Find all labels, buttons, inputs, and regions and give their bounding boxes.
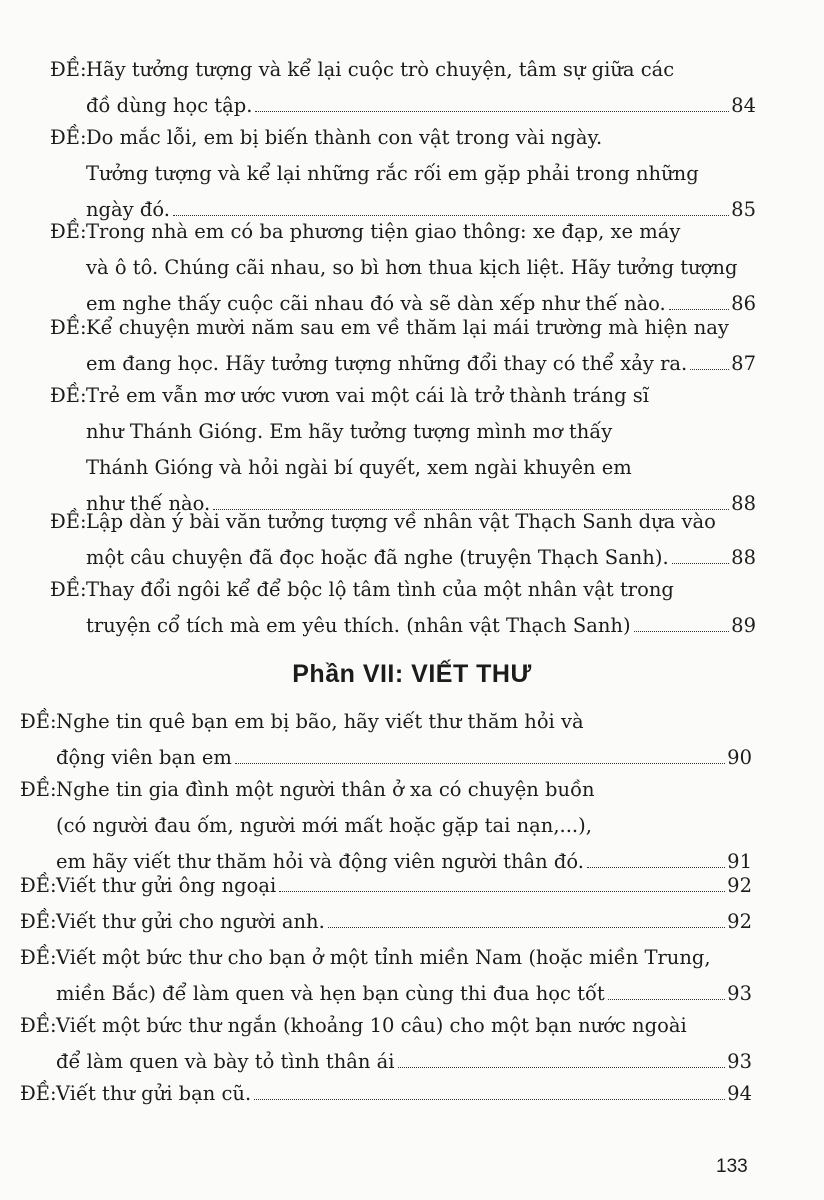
entry-prefix: ĐỀ: bbox=[20, 946, 57, 969]
entry-text: như Thánh Gióng. Em hãy tưởng tượng mình mơ thấy bbox=[86, 420, 613, 443]
entry-line bbox=[20, 976, 752, 1012]
entry-page-number: 89 bbox=[731, 614, 756, 637]
entry-text: em nghe thấy cuộc cãi nhau đó và sẽ dàn xếp như thế nào. bbox=[86, 292, 666, 315]
entry-text: Lập dàn ý bài văn tưởng tượng về nhân vật Thạch Sanh dựa vào bbox=[86, 510, 716, 533]
entry-page-number: 93 bbox=[727, 1050, 752, 1073]
entry-page-number: 88 bbox=[731, 492, 756, 515]
entry-text: em đang học. Hãy tưởng tượng những đổi thay có thể xảy ra. bbox=[86, 352, 688, 375]
entry-line bbox=[50, 214, 756, 250]
entry-page-number: 90 bbox=[727, 746, 752, 769]
entry-line bbox=[50, 52, 756, 88]
dot-leader bbox=[235, 763, 725, 764]
dot-leader bbox=[690, 369, 729, 370]
dot-leader bbox=[328, 927, 725, 928]
dot-leader bbox=[608, 999, 725, 1000]
entry-prefix: ĐỀ: bbox=[50, 126, 87, 149]
entry-prefix: ĐỀ: bbox=[50, 384, 87, 407]
entry-text: để làm quen và bày tỏ tình thân ái bbox=[56, 1050, 395, 1073]
toc-entry bbox=[50, 504, 756, 576]
toc-entry bbox=[50, 52, 756, 124]
entry-page-number: 87 bbox=[731, 352, 756, 375]
entry-page-number: 85 bbox=[731, 198, 756, 221]
entry-line bbox=[50, 378, 756, 414]
entry-text: Viết một bức thư ngắn (khoảng 10 câu) cho một bạn nước ngoài bbox=[56, 1014, 687, 1037]
entry-page-number: 91 bbox=[727, 850, 752, 873]
entry-text: Nghe tin gia đình một người thân ở xa có chuyện buồn bbox=[56, 778, 595, 801]
toc-entry bbox=[50, 120, 756, 228]
entry-line bbox=[20, 940, 752, 976]
entry-text: Hãy tưởng tượng và kể lại cuộc trò chuyện, tâm sự giữa các bbox=[86, 58, 675, 81]
toc-entry bbox=[20, 904, 752, 940]
toc-entry bbox=[20, 868, 752, 904]
entry-text: và ô tô. Chúng cãi nhau, so bì hơn thua kịch liệt. Hãy tưởng tượng bbox=[86, 256, 738, 279]
toc-entry bbox=[50, 378, 756, 522]
entry-line bbox=[20, 740, 752, 776]
entry-text: miền Bắc) để làm quen và hẹn bạn cùng thi đua học tốt bbox=[56, 982, 605, 1005]
toc-entry bbox=[50, 310, 756, 382]
toc-entry bbox=[50, 572, 756, 644]
entry-text: ngày đó. bbox=[86, 198, 170, 221]
entry-text: Viết một bức thư cho bạn ở một tỉnh miền Nam (hoặc miền Trung, bbox=[56, 946, 711, 969]
entry-text: Trong nhà em có ba phương tiện giao thông: xe đạp, xe máy bbox=[86, 220, 681, 243]
entry-page-number: 84 bbox=[731, 94, 756, 117]
dot-leader bbox=[634, 631, 730, 632]
entry-line bbox=[50, 450, 756, 486]
dot-leader bbox=[254, 1099, 725, 1100]
entry-line bbox=[20, 1076, 752, 1112]
entry-text: Trẻ em vẫn mơ ước vươn vai một cái là trở thành tráng sĩ bbox=[86, 384, 650, 407]
entry-prefix: ĐỀ: bbox=[20, 710, 57, 733]
section-title: Phần VII: VIẾT THƯ bbox=[292, 660, 532, 688]
toc-entry bbox=[20, 1008, 752, 1080]
entry-line bbox=[50, 572, 756, 608]
entry-page-number: 94 bbox=[727, 1082, 752, 1105]
dot-leader bbox=[398, 1067, 726, 1068]
entry-prefix: ĐỀ: bbox=[20, 910, 57, 933]
toc-entry bbox=[20, 1076, 752, 1112]
entry-line bbox=[50, 608, 756, 644]
entry-line bbox=[20, 704, 752, 740]
toc-entry bbox=[20, 940, 752, 1012]
entry-prefix: ĐỀ: bbox=[50, 510, 87, 533]
entry-text: truyện cổ tích mà em yêu thích. (nhân vật Thạch Sanh) bbox=[86, 614, 631, 637]
entry-prefix: ĐỀ: bbox=[50, 220, 87, 243]
entry-prefix: ĐỀ: bbox=[50, 316, 87, 339]
entry-text: động viên bạn em bbox=[56, 746, 232, 769]
entry-line bbox=[20, 1008, 752, 1044]
entry-text: Viết thư gửi ông ngoại bbox=[56, 874, 277, 897]
entry-text: một câu chuyện đã đọc hoặc đã nghe (truyện Thạch Sanh). bbox=[86, 546, 669, 569]
entry-prefix: ĐỀ: bbox=[20, 778, 57, 801]
entry-line bbox=[20, 904, 752, 940]
entry-text: Viết thư gửi cho người anh. bbox=[56, 910, 325, 933]
entry-line bbox=[50, 88, 756, 124]
entry-text: Thay đổi ngôi kể để bộc lộ tâm tình của một nhân vật trong bbox=[86, 578, 674, 601]
entry-line bbox=[20, 808, 752, 844]
entry-text: Tưởng tượng và kể lại những rắc rối em gặp phải trong những bbox=[86, 162, 699, 185]
entry-line bbox=[50, 504, 756, 540]
entry-page-number: 92 bbox=[727, 874, 752, 897]
entry-prefix: ĐỀ: bbox=[50, 578, 87, 601]
page-number: 133 bbox=[716, 1156, 748, 1177]
entry-text: (có người đau ốm, người mới mất hoặc gặp tai nạn,...), bbox=[56, 814, 592, 837]
entry-text: Nghe tin quê bạn em bị bão, hãy viết thư thăm hỏi và bbox=[56, 710, 584, 733]
entry-prefix: ĐỀ: bbox=[20, 1082, 57, 1105]
toc-entry bbox=[20, 772, 752, 880]
entry-text: đồ dùng học tập. bbox=[86, 94, 253, 117]
entry-line bbox=[20, 1044, 752, 1080]
entry-line bbox=[50, 414, 756, 450]
entry-line bbox=[20, 868, 752, 904]
entry-line bbox=[50, 540, 756, 576]
entry-page-number: 92 bbox=[727, 910, 752, 933]
entry-text: em hãy viết thư thăm hỏi và động viên người thân đó. bbox=[56, 850, 584, 873]
entry-page-number: 88 bbox=[731, 546, 756, 569]
toc-entry bbox=[20, 704, 752, 776]
entry-prefix: ĐỀ: bbox=[50, 58, 87, 81]
entry-prefix: ĐỀ: bbox=[20, 1014, 57, 1037]
entry-text: Kể chuyện mười năm sau em về thăm lại mái trường mà hiện nay bbox=[86, 316, 729, 339]
entry-page-number: 93 bbox=[727, 982, 752, 1005]
entry-line bbox=[50, 310, 756, 346]
entry-text: Do mắc lỗi, em bị biến thành con vật trong vài ngày. bbox=[86, 126, 603, 149]
dot-leader bbox=[255, 111, 729, 112]
dot-leader bbox=[672, 563, 729, 564]
entry-line bbox=[50, 156, 756, 192]
entry-line bbox=[50, 250, 756, 286]
entry-text: như thế nào. bbox=[86, 492, 211, 515]
entry-page-number: 86 bbox=[731, 292, 756, 315]
entry-line bbox=[50, 120, 756, 156]
entry-text: Viết thư gửi bạn cũ. bbox=[56, 1082, 252, 1105]
entry-text: Thánh Gióng và hỏi ngài bí quyết, xem ngài khuyên em bbox=[86, 456, 632, 479]
entry-line bbox=[20, 772, 752, 808]
dot-leader bbox=[279, 891, 725, 892]
entry-prefix: ĐỀ: bbox=[20, 874, 57, 897]
toc-entry bbox=[50, 214, 756, 322]
entry-line bbox=[50, 346, 756, 382]
